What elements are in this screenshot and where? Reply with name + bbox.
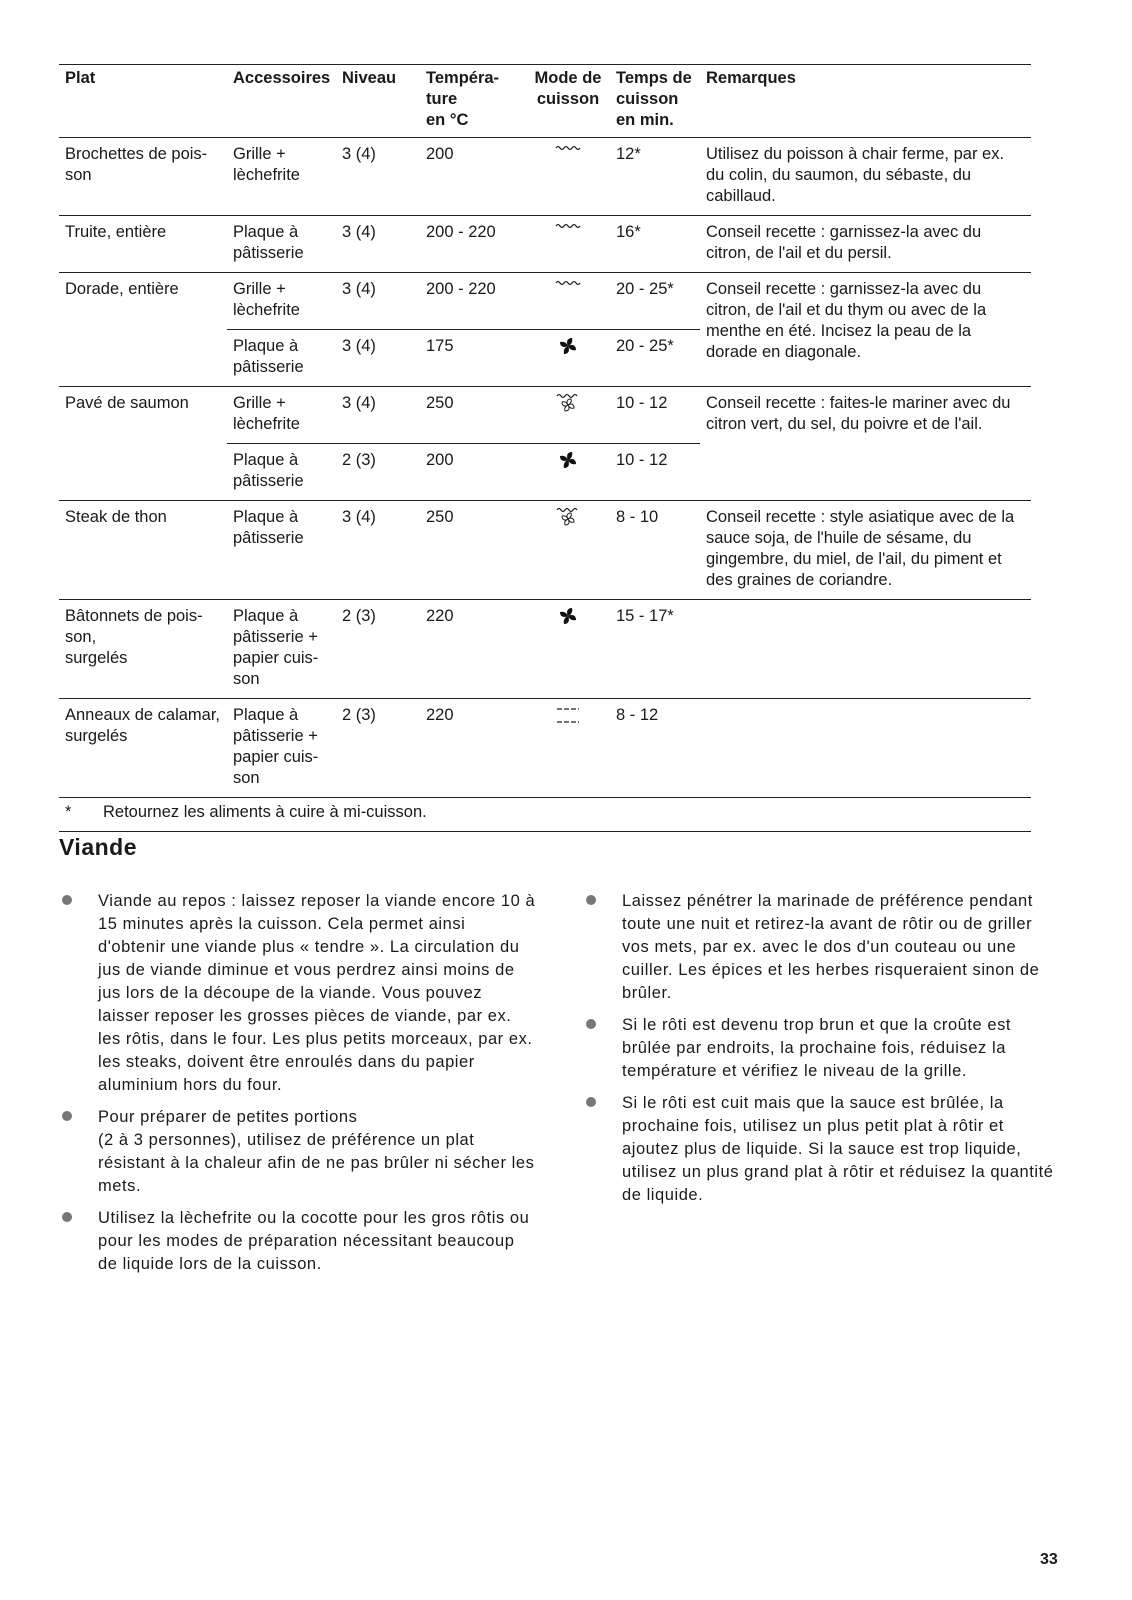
page-number: 33 [1040, 1551, 1058, 1568]
bullet-dot-icon [586, 1097, 596, 1107]
level-cell: 3 (4) [336, 387, 420, 444]
dish-cell: Brochettes de pois- son [59, 138, 227, 216]
column-header: Plat [59, 65, 227, 138]
bullet-column-left [59, 890, 537, 1285]
temperature-cell: 200 - 220 [420, 216, 526, 273]
accessory-cell: Grille + lèchefrite [227, 138, 336, 216]
table-row [59, 387, 1031, 444]
accessory-cell: Grille + lèchefrite [227, 273, 336, 330]
cooking-mode-cell [526, 387, 610, 444]
dish-cell: Pavé de saumon [59, 387, 227, 501]
bullet-item [583, 1014, 1061, 1083]
temperature-cell: 250 [420, 501, 526, 600]
bullet-item [59, 890, 537, 1097]
remark-cell [700, 600, 1031, 699]
level-cell: 2 (3) [336, 600, 420, 699]
time-cell: 10 - 12 [610, 444, 700, 501]
bullet-item [59, 1106, 537, 1198]
bullet-item [583, 1092, 1061, 1207]
cooking-mode-cell [526, 216, 610, 273]
bullet-dot-icon [62, 1111, 72, 1121]
level-cell: 3 (4) [336, 216, 420, 273]
remark-cell: Conseil recette : faites-le mariner avec du citron vert, du sel, du poivre et de l'ail. [700, 387, 1031, 501]
remark-cell [700, 699, 1031, 798]
bullet-text: Utilisez la lèchefrite ou la cocotte pour les gros rôtis ou pour les modes de préparation nécessitant beaucoup de liquide lors de la cuisson. [98, 1209, 530, 1273]
temperature-cell: 200 - 220 [420, 273, 526, 330]
grill-icon [553, 144, 583, 164]
table-row [59, 501, 1031, 600]
grill-fan-icon [553, 393, 583, 413]
column-header: Tempéra- ture en °C [420, 65, 526, 138]
bullet-text: Si le rôti est cuit mais que la sauce est brûlée, la prochaine fois, utilisez un plus petit plat à rôtir et ajoutez plus de liquide. Si la sauce est trop liquide, utilisez un plus grand plat à rôtir et réduisez la quantité de liquide. [622, 1094, 1054, 1204]
cooking-mode-cell [526, 330, 610, 387]
dish-cell: Truite, entière [59, 216, 227, 273]
level-cell: 2 (3) [336, 444, 420, 501]
bullet-text: Si le rôti est devenu trop brun et que la croûte est brûlée par endroits, la prochaine fois, réduisez la température et vérifiez le niveau de la grille. [622, 1016, 1012, 1080]
time-cell: 16* [610, 216, 700, 273]
table-body [59, 138, 1031, 832]
cooking-mode-cell [526, 444, 610, 501]
cooking-mode-cell [526, 138, 610, 216]
footnote [59, 798, 1031, 832]
top-bottom-heat-icon [553, 705, 583, 725]
bullet-dot-icon [62, 1212, 72, 1222]
time-cell: 12* [610, 138, 700, 216]
fan-icon [553, 336, 583, 356]
level-cell: 3 (4) [336, 501, 420, 600]
remark-cell: Conseil recette : garnissez-la avec du citron, de l'ail et du persil. [700, 216, 1031, 273]
footnote-marker: * [65, 803, 72, 821]
time-cell: 8 - 10 [610, 501, 700, 600]
dish-cell: Bâtonnets de pois- son, surgelés [59, 600, 227, 699]
dish-cell: Steak de thon [59, 501, 227, 600]
temperature-cell: 175 [420, 330, 526, 387]
table-row [59, 216, 1031, 273]
bullet-item [59, 1207, 537, 1276]
table-row [59, 138, 1031, 216]
time-cell: 10 - 12 [610, 387, 700, 444]
accessory-cell: Grille + lèchefrite [227, 387, 336, 444]
temperature-cell: 250 [420, 387, 526, 444]
temperature-cell: 200 [420, 444, 526, 501]
accessory-cell: Plaque à pâtisserie [227, 501, 336, 600]
column-header: Niveau [336, 65, 420, 138]
table-row [59, 600, 1031, 699]
time-cell: 8 - 12 [610, 699, 700, 798]
column-header: Temps de cuisson en min. [610, 65, 700, 138]
grill-icon [553, 222, 583, 242]
temperature-cell: 220 [420, 699, 526, 798]
column-header: Remarques [700, 65, 1031, 138]
accessory-cell: Plaque à pâtisserie + papier cuis- son [227, 600, 336, 699]
level-cell: 3 (4) [336, 273, 420, 330]
bullet-dot-icon [62, 895, 72, 905]
accessory-cell: Plaque à pâtisserie [227, 444, 336, 501]
section-title: Viande [59, 834, 137, 860]
table-row [59, 273, 1031, 330]
footnote-text: Retournez les aliments à cuire à mi-cuisson. [103, 803, 427, 821]
time-cell: 20 - 25* [610, 273, 700, 330]
bullet-text: Laissez pénétrer la marinade de préférence pendant toute une nuit et retirez-la avant de rôtir ou de griller vos mets, par ex. avec le dos d'un couteau ou une cuiller. Les épices et les herbes risqueraient sinon de brûler. [622, 892, 1040, 1002]
grill-fan-icon [553, 507, 583, 527]
bullet-column-right [583, 890, 1061, 1216]
accessory-cell: Plaque à pâtisserie [227, 216, 336, 273]
remark-cell: Conseil recette : garnissez-la avec du citron, de l'ail et du thym ou avec de la menthe en été. Incisez la peau de la dorade en diagonale. [700, 273, 1031, 387]
bullet-dot-icon [586, 1019, 596, 1029]
column-header: Mode de cuisson [526, 65, 610, 138]
fan-icon [553, 450, 583, 470]
cooking-mode-cell [526, 699, 610, 798]
remark-cell: Utilisez du poisson à chair ferme, par ex. du colin, du saumon, du sébaste, du cabillaud. [700, 138, 1031, 216]
bullet-item [583, 890, 1061, 1005]
level-cell: 3 (4) [336, 330, 420, 387]
table-header-row [59, 65, 1031, 138]
dish-cell: Dorade, entière [59, 273, 227, 387]
bullet-text: Viande au repos : laissez reposer la viande encore 10 à 15 minutes après la cuisson. Cela permet ainsi d'obtenir une viande plus « tendre ». La circulation du jus de viande diminue et vous perdrez ainsi moins de jus lors de la découpe de la viande. Vous pouvez laisser reposer les grosses pièces de viande, par ex. les rôtis, dans le four. Les plus petits morceaux, par ex. les steaks, doivent être enroulés dans du papier aluminium hors du four. [98, 892, 536, 1094]
bullet-text: Pour préparer de petites portions (2 à 3 personnes), utilisez de préférence un plat résistant à la chaleur afin de ne pas brûler ni sécher les mets. [98, 1108, 535, 1195]
column-header: Accessoires [227, 65, 336, 138]
level-cell: 3 (4) [336, 138, 420, 216]
dish-cell: Anneaux de calamar, surgelés [59, 699, 227, 798]
temperature-cell: 200 [420, 138, 526, 216]
remark-cell: Conseil recette : style asiatique avec de la sauce soja, de l'huile de sésame, du gingembre, du miel, de l'ail, du piment et des graines de coriandre. [700, 501, 1031, 600]
cooking-mode-cell [526, 600, 610, 699]
bullet-dot-icon [586, 895, 596, 905]
time-cell: 15 - 17* [610, 600, 700, 699]
table-row [59, 699, 1031, 798]
cooking-mode-cell [526, 501, 610, 600]
cooking-table [59, 64, 1031, 832]
fan-icon [553, 606, 583, 626]
accessory-cell: Plaque à pâtisserie [227, 330, 336, 387]
level-cell: 2 (3) [336, 699, 420, 798]
grill-icon [553, 279, 583, 299]
accessory-cell: Plaque à pâtisserie + papier cuis- son [227, 699, 336, 798]
cooking-mode-cell [526, 273, 610, 330]
time-cell: 20 - 25* [610, 330, 700, 387]
footnote-row [59, 798, 1031, 832]
temperature-cell: 220 [420, 600, 526, 699]
